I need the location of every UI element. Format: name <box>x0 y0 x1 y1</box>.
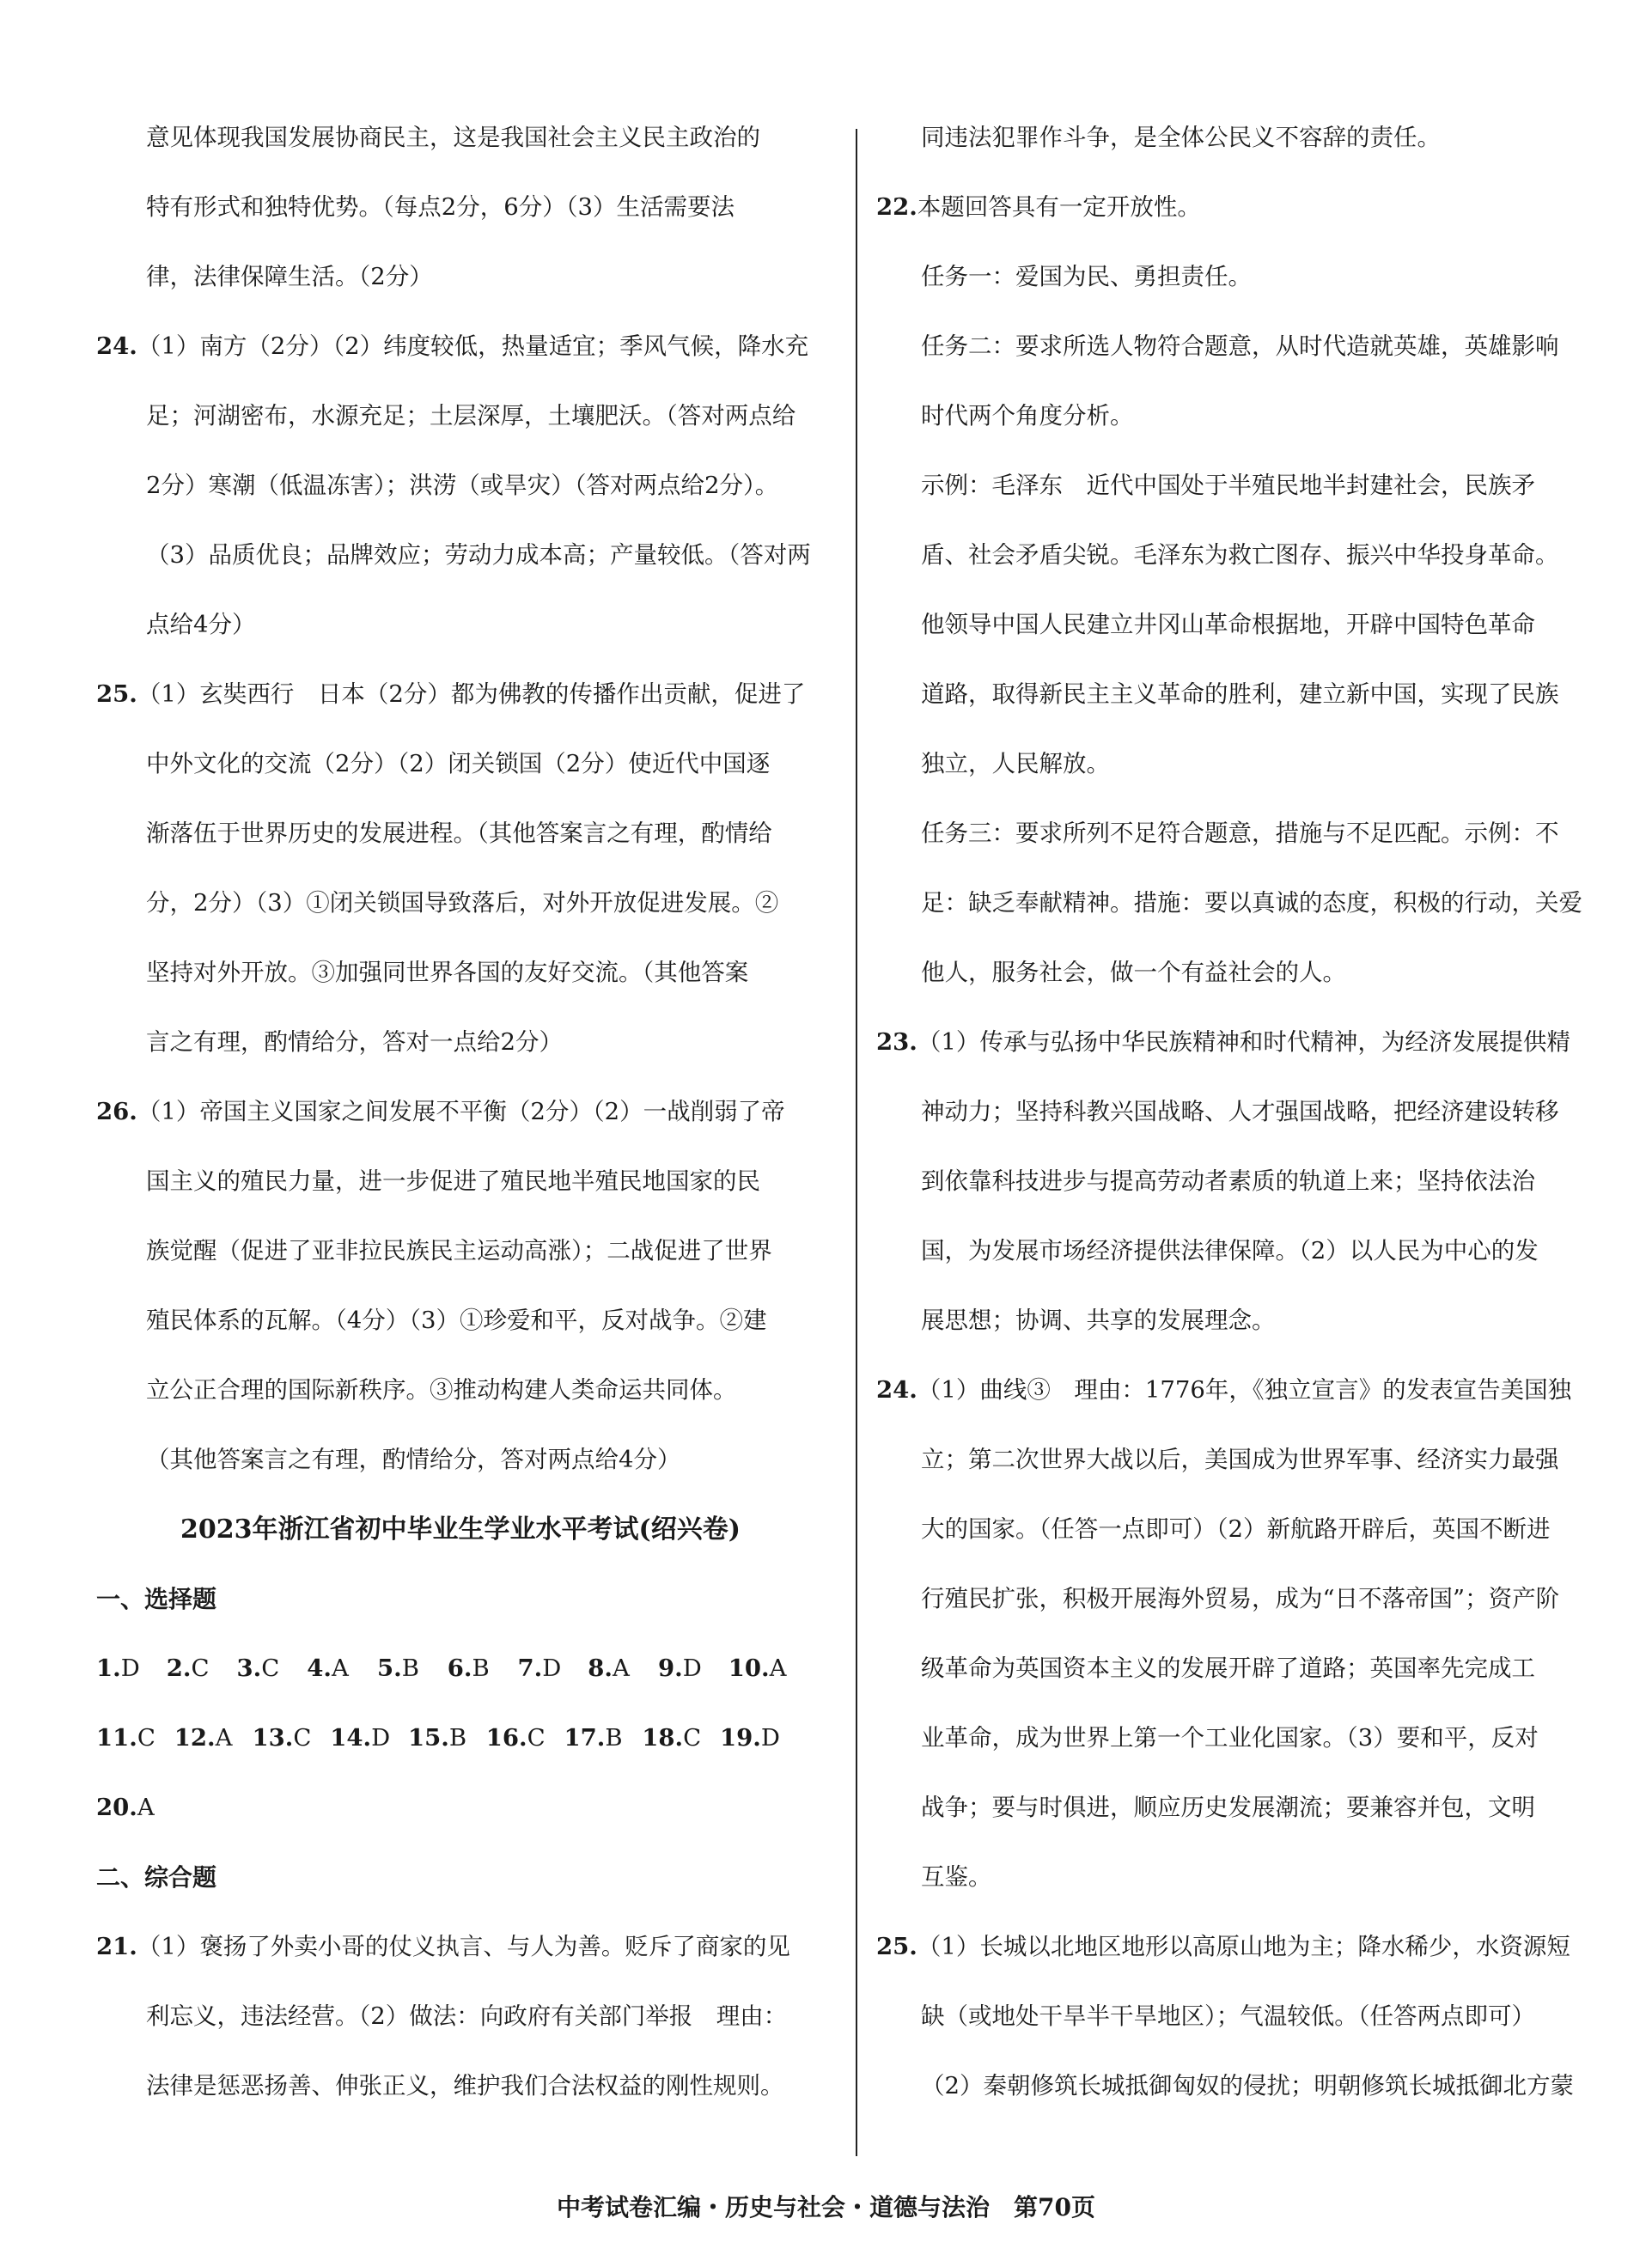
text-line: 国主义的殖民力量，进一步促进了殖民地半殖民地国家的民 <box>146 1167 760 1195</box>
right-column <box>876 103 1582 2121</box>
text-line: （3）品质优良；品牌效应；劳动力成本高；产量较低。（答对两 <box>146 541 811 569</box>
left-continuation <box>146 103 825 312</box>
mc-answer: 2.C <box>166 1655 210 1682</box>
text-line: 立；第二次世界大战以后，美国成为世界军事、经济实力最强 <box>921 1446 1559 1473</box>
mc-answer: 3.C <box>236 1655 280 1682</box>
text-line: 意见体现我国发展协商民主，这是我国社会主义民主政治的 <box>146 124 760 151</box>
text-line: 业革命，成为世界上第一个工业化国家。（3）要和平，反对 <box>921 1724 1539 1752</box>
question-number: 24. <box>876 1376 917 1404</box>
mc-answer: 7.D <box>517 1655 562 1682</box>
column-divider <box>856 129 857 2156</box>
answer-23 <box>876 1008 1570 1356</box>
text-line: 盾、社会矛盾尖锐。毛泽东为救亡图存、振兴中华投身革命。 <box>921 541 1559 569</box>
text-line: 级革命为英国资本主义的发展开辟了道路；英国率先完成工 <box>921 1655 1535 1682</box>
question-number: 25. <box>876 1933 917 1960</box>
text-line: 2分）寒潮（低温冻害）；洪涝（或旱灾）（答对两点给2分）。 <box>146 472 779 499</box>
answer-24-left <box>96 312 825 660</box>
mc-answer: 1.D <box>96 1655 140 1682</box>
mc-row <box>96 1773 825 1843</box>
text-line: （1）曲线③ 理由：1776年，《独立宣言》的发表宣告美国独 <box>917 1376 1572 1404</box>
mc-answer: 14.D <box>330 1724 391 1752</box>
text-line: 言之有理，酌情给分，答对一点给2分） <box>146 1028 563 1056</box>
page-footer: 中考试卷汇编・历史与社会・道德与法治 第70页 <box>557 2193 1095 2221</box>
section-heading: 二、综合题 <box>96 1863 217 1892</box>
text-line: 缺（或地处干旱半干旱地区）；气温较低。（任答两点即可） <box>921 2002 1535 2030</box>
mc-answer: 15.B <box>408 1724 467 1752</box>
text-line: 战争；要与时俱进，顺应历史发展潮流；要兼容并包，文明 <box>921 1794 1535 1821</box>
text-line: 大的国家。（任答一点即可）（2）新航路开辟后，英国不断进 <box>921 1515 1551 1543</box>
text-line: 时代两个角度分析。 <box>921 402 1134 430</box>
text-line: 分，2分）（3）①闭关锁国导致落后，对外开放促进发展。② <box>146 889 779 917</box>
section-heading: 一、选择题 <box>96 1585 217 1613</box>
text-line: （其他答案言之有理，酌情给分，答对两点给4分） <box>146 1446 681 1473</box>
text-line: 渐落伍于世界历史的发展进程。（其他答案言之有理，酌情给 <box>146 820 772 847</box>
mc-answer: 4.A <box>307 1655 349 1682</box>
mc-answer: 18.C <box>642 1724 702 1752</box>
text-line: 互鉴。 <box>921 1863 992 1891</box>
text-line: （1）长城以北地区地形以高原山地为主；降水稀少，水资源短 <box>917 1933 1570 1960</box>
text-line: 本题回答具有一定开放性。 <box>917 193 1201 221</box>
text-line: 任务三：要求所列不足符合题意，措施与不足匹配。示例：不 <box>921 820 1559 847</box>
text-line: 律，法律保障生活。（2分） <box>146 263 433 290</box>
text-line: 他人，服务社会，做一个有益社会的人。 <box>921 959 1346 986</box>
answer-25-left <box>96 660 825 1077</box>
text-line: 展思想；协调、共享的发展理念。 <box>921 1307 1276 1334</box>
mc-answer: 13.C <box>252 1724 312 1752</box>
text-line: 同违法犯罪作斗争，是全体公民义不容辞的责任。 <box>921 124 1441 151</box>
mc-answer: 16.C <box>485 1724 546 1752</box>
exam-title: 2023年浙江省初中毕业生学业水平考试(绍兴卷) <box>180 1514 741 1545</box>
text-line: 他领导中国人民建立井冈山革命根据地，开辟中国特色革命 <box>921 611 1535 638</box>
text-line: 法律是惩恶扬善、伸张正义，维护我们合法权益的刚性规则。 <box>146 2072 784 2099</box>
text-line: 神动力；坚持科教兴国战略、人才强国战略，把经济建设转移 <box>921 1098 1559 1125</box>
mc-answer: 11.C <box>96 1724 155 1752</box>
text-line: （1）褒扬了外卖小哥的仗义执言、与人为善。贬斥了商家的见 <box>137 1933 790 1960</box>
text-line: （2）秦朝修筑长城抵御匈奴的侵扰；明朝修筑长城抵御北方蒙 <box>921 2072 1574 2099</box>
text-line: 族觉醒（促进了亚非拉民族民主运动高涨）；二战促进了世界 <box>146 1237 772 1265</box>
text-line: 示例：毛泽东 近代中国处于半殖民地半封建社会，民族矛 <box>921 472 1535 499</box>
text-line: 道路，取得新民主主义革命的胜利，建立新中国，实现了民族 <box>921 680 1559 708</box>
mc-answer: 10.A <box>728 1655 787 1682</box>
question-number: 22. <box>876 193 917 221</box>
text-line: 独立，人民解放。 <box>921 750 1110 777</box>
left-column <box>96 103 825 2121</box>
text-line: 坚持对外开放。③加强同世界各国的友好交流。（其他答案 <box>146 959 749 986</box>
question-number: 23. <box>876 1028 917 1056</box>
text-line: 足：缺乏奉献精神。措施：要以真诚的态度，积极的行动，关爱 <box>921 889 1582 917</box>
mc-answer: 8.A <box>588 1655 630 1682</box>
mc-row <box>96 1634 825 1703</box>
question-number: 25. <box>96 680 137 708</box>
mc-answer: 6.B <box>447 1655 490 1682</box>
text-line: 点给4分） <box>146 611 256 638</box>
text-line: （1）南方（2分）（2）纬度较低，热量适宜；季风气候，降水充 <box>137 332 809 360</box>
text-line: 特有形式和独特优势。（每点2分，6分）（3）生活需要法 <box>146 193 735 221</box>
text-line: 利忘义，违法经营。（2）做法：向政府有关部门举报 理由： <box>146 2002 788 2030</box>
mc-answer: 12.A <box>174 1724 233 1752</box>
answer-24-right <box>876 1356 1572 1912</box>
text-line: （1）传承与弘扬中华民族精神和时代精神，为经济发展提供精 <box>917 1028 1570 1056</box>
answer-22 <box>876 173 1582 1008</box>
text-line: 立公正合理的国际新秩序。③推动构建人类命运共同体。 <box>146 1376 737 1404</box>
answer-21 <box>96 1912 825 2121</box>
text-line: 行殖民扩张，积极开展海外贸易，成为“日不落帝国”；资产阶 <box>921 1585 1560 1612</box>
text-line: 国，为发展市场经济提供法律保障。（2）以人民为中心的发 <box>921 1237 1539 1265</box>
text-line: 任务二：要求所选人物符合题意，从时代造就英雄，英雄影响 <box>921 332 1559 360</box>
mc-row <box>96 1703 825 1773</box>
text-line: 殖民体系的瓦解。（4分）（3）①珍爱和平，反对战争。②建 <box>146 1307 767 1334</box>
question-number: 26. <box>96 1098 137 1125</box>
text-line: 到依靠科技进步与提高劳动者素质的轨道上来；坚持依法治 <box>921 1167 1535 1195</box>
question-number: 24. <box>96 332 137 360</box>
mc-answer: 17.B <box>564 1724 623 1752</box>
text-line: 中外文化的交流（2分）（2）闭关锁国（2分）使近代中国逐 <box>146 750 771 777</box>
answer-26-left <box>96 1077 825 1495</box>
text-line: （1）玄奘西行 日本（2分）都为佛教的传播作出贡献，促进了 <box>137 680 806 708</box>
mc-answer: 20.A <box>96 1794 155 1821</box>
mc-answer: 19.D <box>720 1724 780 1752</box>
mc-answer: 9.D <box>658 1655 702 1682</box>
mc-answer: 5.B <box>377 1655 419 1682</box>
multiple-choice-answers <box>96 1634 825 1843</box>
question-number: 21. <box>96 1933 137 1960</box>
text-line: （1）帝国主义国家之间发展不平衡（2分）（2）一战削弱了帝 <box>137 1098 785 1125</box>
answer-25-right <box>876 1912 1574 2121</box>
text-line: 足；河湖密布，水源充足；土层深厚，土壤肥沃。（答对两点给 <box>146 402 796 430</box>
text-line: 任务一：爱国为民、勇担责任。 <box>921 263 1252 290</box>
